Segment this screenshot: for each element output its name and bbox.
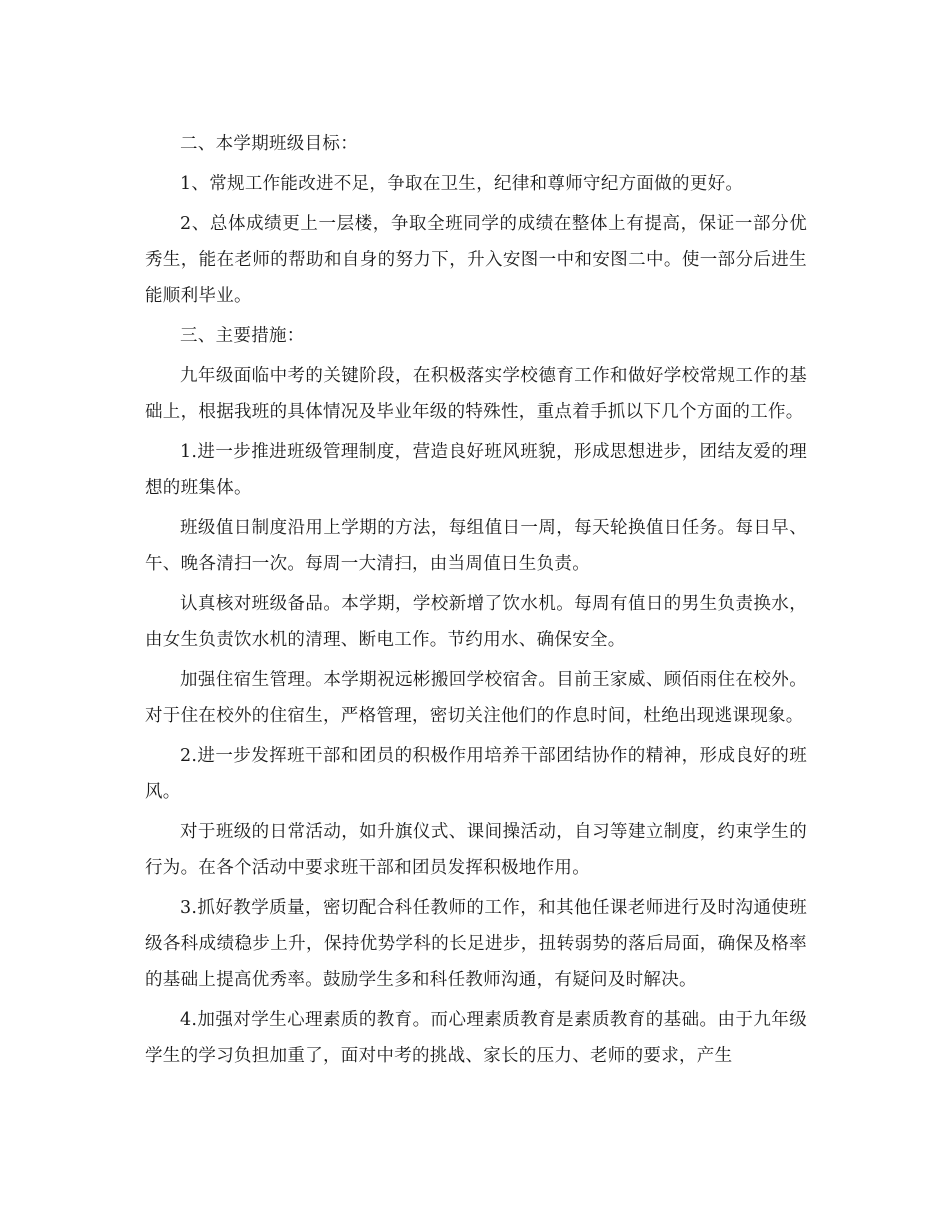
- document-body: [145, 126, 807, 1078]
- section-heading-goals: 二、本学期班级目标：: [180, 134, 358, 154]
- paragraph-measure-3: 3.抓好教学质量，密切配合科任教师的工作，和其他任课老师进行及时沟通使班级各科成绩稳步上升，保持优势学科的长足进步，扭转弱势的落后局面，确保及格率的基础上提高优秀率。鼓励学生多和科任教师沟通，有疑问及时解决。: [145, 898, 807, 990]
- paragraph-measure-2: 2.进一步发挥班干部和团员的积极作用培养干部团结协作的精神，形成良好的班风。: [145, 746, 807, 802]
- paragraph-measure-4: 4.加强对学生心理素质的教育。而心理素质教育是素质教育的基础。由于九年级学生的学习负担加重了，面对中考的挑战、家长的压力、老师的要求，产生: [145, 1010, 807, 1066]
- section-heading-measures: 三、主要措施：: [180, 326, 305, 346]
- paragraph-measure-1: 1.进一步推进班级管理制度，营造良好班风班貌，形成思想进步，团结友爱的理想的班集体。: [145, 442, 807, 498]
- paragraph-goal-1: 1、常规工作能改进不足，争取在卫生，纪律和尊师守纪方面做的更好。: [180, 174, 744, 194]
- paragraph-duty-system: 班级值日制度沿用上学期的方法，每组值日一周，每天轮换值日任务。每日早、午、晚各清扫一次。每周一大清扫，由当周值日生负责。: [145, 518, 807, 574]
- paragraph-daily-activities: 对于班级的日常活动，如升旗仪式、课间操活动，自习等建立制度，约束学生的行为。在各个活动中要求班干部和团员发挥积极地作用。: [145, 822, 807, 878]
- paragraph-class-supplies: 认真核对班级备品。本学期，学校新增了饮水机。每周有值日的男生负责换水，由女生负责饮水机的清理、断电工作。节约用水、确保安全。: [145, 594, 807, 650]
- paragraph-goal-2: 2、总体成绩更上一层楼，争取全班同学的成绩在整体上有提高，保证一部分优秀生，能在老师的帮助和自身的努力下，升入安图一中和安图二中。使一部分后进生能顺利毕业。: [145, 214, 807, 306]
- paragraph-boarding-students: 加强住宿生管理。本学期祝远彬搬回学校宿舍。目前王家威、顾佰雨住在校外。对于住在校外的住宿生，严格管理，密切关注他们的作息时间，杜绝出现逃课现象。: [145, 670, 807, 726]
- paragraph-measures-intro: 九年级面临中考的关键阶段，在积极落实学校德育工作和做好学校常规工作的基础上，根据我班的具体情况及毕业年级的特殊性，重点着手抓以下几个方面的工作。: [145, 366, 807, 422]
